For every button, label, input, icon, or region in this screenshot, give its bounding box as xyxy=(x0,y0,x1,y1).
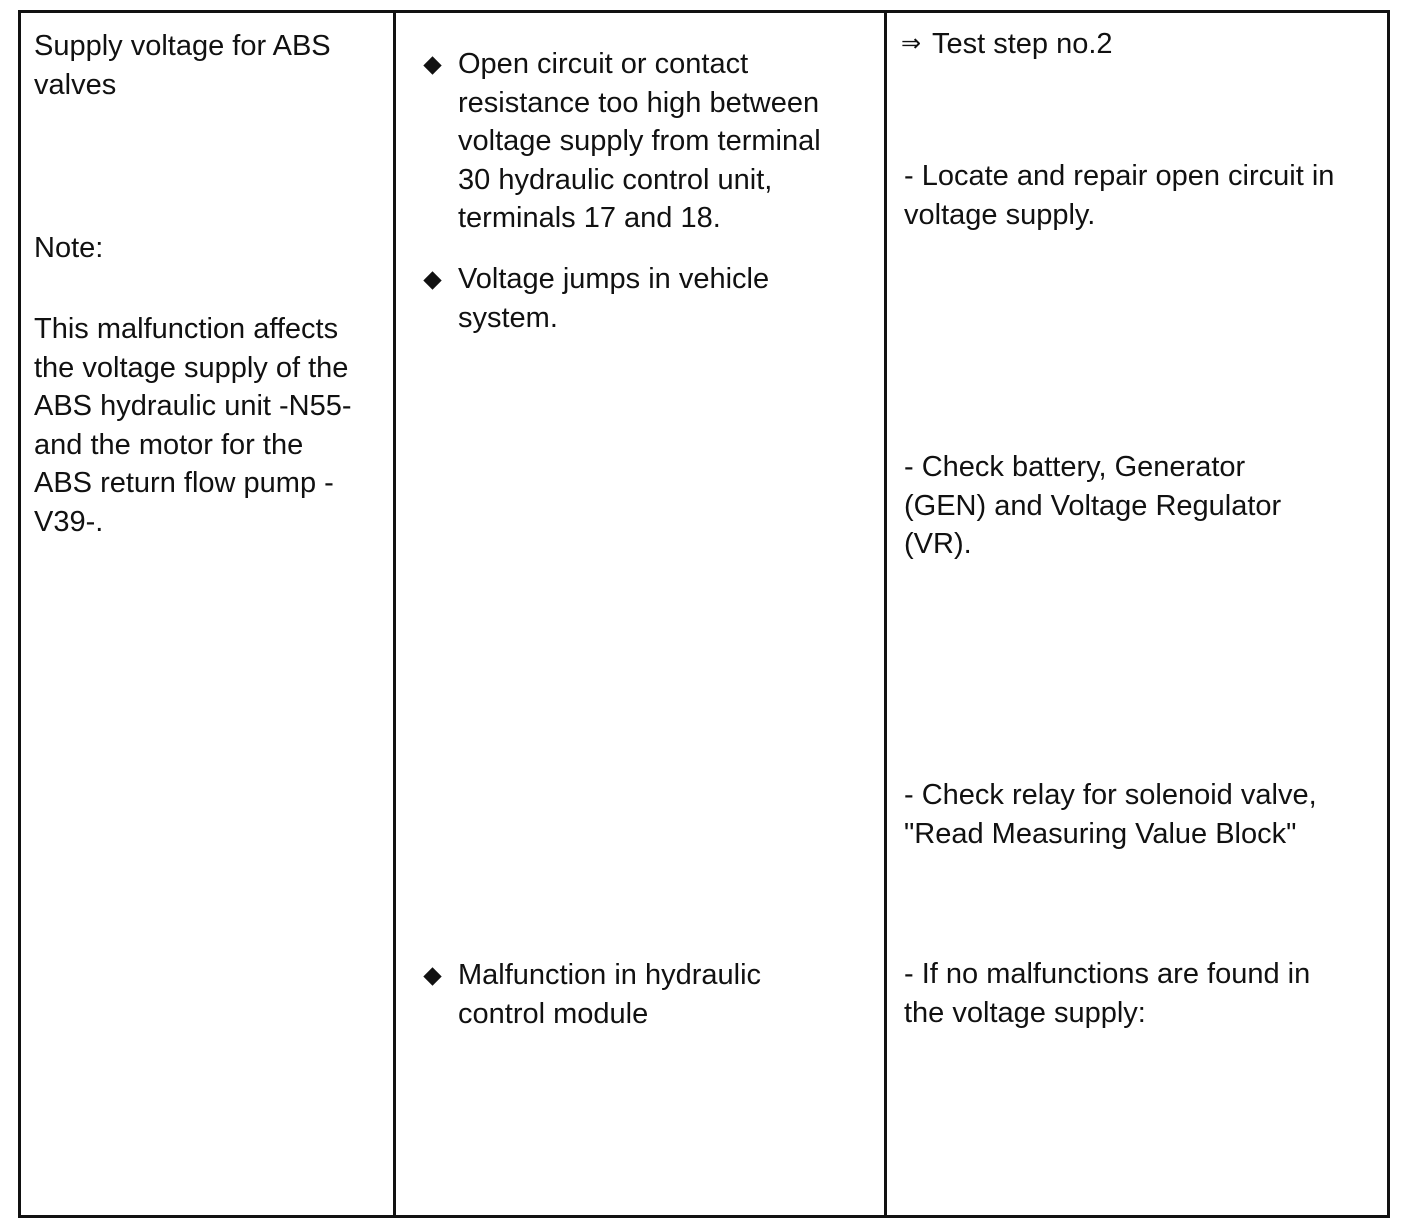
fault-title xyxy=(34,27,331,104)
remedy-line: (VR). xyxy=(904,528,972,560)
remedy-item xyxy=(904,955,1310,1032)
cause-line: Voltage jumps in vehicle xyxy=(458,263,770,295)
cause-line: resistance too high between xyxy=(458,86,820,119)
diamond-bullet-icon xyxy=(421,957,443,995)
remedy-item xyxy=(904,157,1334,234)
note-line: the voltage supply of the xyxy=(34,351,349,384)
remedy-item xyxy=(904,448,1281,564)
remedy-line: - Check relay for solenoid valve, xyxy=(904,779,1317,811)
cause-item xyxy=(458,260,769,337)
note-line: and the motor for the xyxy=(34,428,304,461)
note-text xyxy=(34,310,352,541)
arrow-right-icon: ⇒ xyxy=(901,30,922,57)
column-divider-1 xyxy=(393,13,396,1215)
cause-item xyxy=(458,45,821,238)
remedy-line: - If no malfunctions are found in xyxy=(904,958,1311,990)
cause-line: voltage supply from terminal xyxy=(458,125,821,157)
remedy-line: "Read Measuring Value Block" xyxy=(904,817,1297,850)
note-line: ABS return flow pump - xyxy=(34,467,334,499)
note-label: Note: xyxy=(34,232,104,264)
note-line: This malfunction affects xyxy=(34,313,339,345)
fault-title-line: Supply voltage for ABS xyxy=(34,30,331,62)
note-line: V39-. xyxy=(34,505,104,538)
cause-line: system. xyxy=(458,301,558,334)
column-divider-2 xyxy=(884,13,887,1215)
remedy-line: voltage supply. xyxy=(904,198,1096,231)
diamond-bullet-icon xyxy=(421,46,443,84)
remedy-line: the voltage supply: xyxy=(904,996,1146,1029)
diamond-bullet-icon xyxy=(421,261,443,299)
cause-item xyxy=(458,956,761,1033)
note-line: ABS hydraulic unit -N55- xyxy=(34,390,352,422)
cause-line: control module xyxy=(458,997,649,1030)
cause-line: Malfunction in hydraulic xyxy=(458,959,762,991)
cause-line: Open circuit or contact xyxy=(458,48,749,80)
remedy-line: - Locate and repair open circuit in xyxy=(904,160,1335,192)
remedy-item xyxy=(904,776,1317,853)
remedy-line: (GEN) and Voltage Regulator xyxy=(904,489,1282,522)
test-step-reference: Test step no.2 xyxy=(932,28,1113,60)
cause-line: terminals 17 and 18. xyxy=(458,202,721,234)
fault-title-line: valves xyxy=(34,68,117,101)
remedy-line: - Check battery, Generator xyxy=(904,451,1246,483)
cause-line: 30 hydraulic control unit, xyxy=(458,163,773,196)
fault-table xyxy=(18,10,1390,1218)
